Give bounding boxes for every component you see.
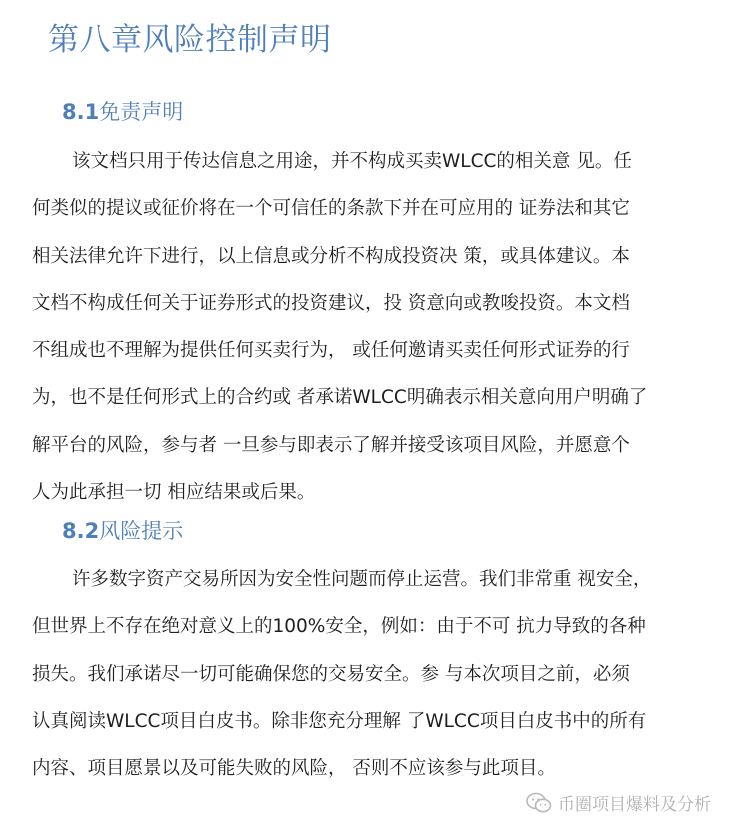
paragraph-line: 认真阅读WLCC项目白皮书。除非您充分理解 了WLCC项目白皮书中的所有 bbox=[32, 710, 647, 732]
paragraph-line: 何类似的提议或征价将在一个可信任的条款下并在可应用的 证券法和其它 bbox=[32, 198, 630, 220]
paragraph-line: 相关法律允许下进行，以上信息或分析不构成投资决 策，或具体建议。本 bbox=[32, 245, 630, 267]
section-title: 风险提示 bbox=[99, 519, 184, 543]
section-number: 8.1 bbox=[62, 100, 100, 124]
risk-warning-paragraph bbox=[32, 556, 704, 792]
paragraph-line: 该文档只用于传达信息之用途，并不构成买卖WLCC的相关意 见。任 bbox=[72, 151, 632, 172]
chapter-title: 第八章风险控制声明 bbox=[48, 22, 332, 58]
paragraph-line: 许多数字资产交易所因为安全性问题而停止运营。我们非常重 视安全， bbox=[72, 569, 652, 590]
disclaimer-paragraph bbox=[32, 138, 704, 516]
section-heading-risk-warning bbox=[62, 515, 183, 545]
wechat-icon bbox=[526, 792, 552, 814]
section-title: 免责声明 bbox=[99, 100, 184, 124]
paragraph-line: 为，也不是任何形式上的合约或 者承诺WLCC明确表示相关意向用户明确了 bbox=[32, 387, 648, 409]
paragraph-line: 损失。我们承诺尽一切可能确保您的交易安全。参 与本次项目之前，必须 bbox=[32, 663, 630, 685]
watermark-text: 币圈项目爆料及分析 bbox=[558, 795, 711, 815]
paragraph-line: 文档不构成任何关于证券形式的投资建议，投 资意向或教唆投资。本文档 bbox=[32, 292, 630, 314]
paragraph-line: 解平台的风险，参与者 一旦参与即表示了解并接受该项目风险，并愿意个 bbox=[32, 434, 630, 456]
paragraph-line: 不组成也不理解为提供任何买卖行为， 或任何邀请买卖任何形式证券的行 bbox=[32, 340, 630, 362]
paragraph-line: 人为此承担一切 相应结果或后果。 bbox=[32, 482, 316, 504]
paragraph-line: 内容、项目愿景以及可能失败的风险， 否则不应该参与此项目。 bbox=[32, 758, 556, 780]
paragraph-line: 但世界上不存在绝对意义上的100%安全，例如：由于不可 抗力导致的各种 bbox=[32, 616, 646, 638]
section-number: 8.2 bbox=[62, 519, 100, 543]
watermark bbox=[526, 790, 711, 815]
section-heading-disclaimer bbox=[62, 96, 183, 126]
